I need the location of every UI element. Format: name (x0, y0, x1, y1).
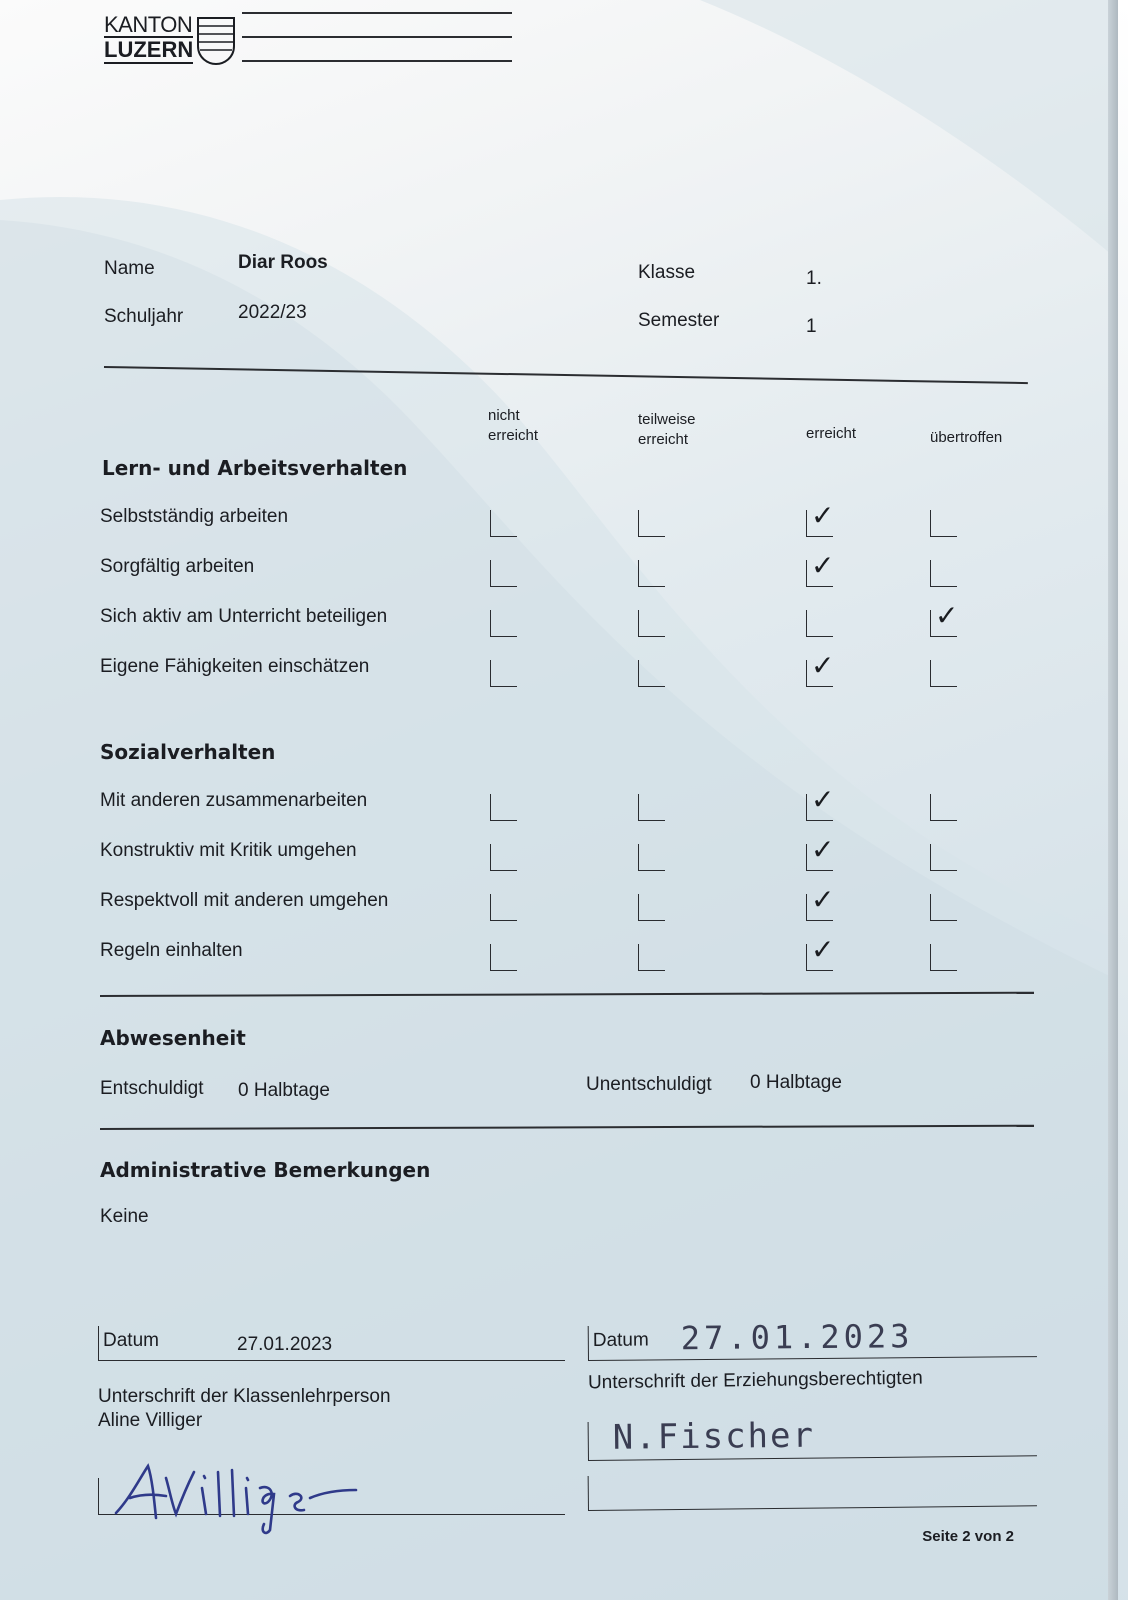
header-line (242, 36, 512, 38)
rating-checkbox[interactable] (638, 894, 665, 921)
rating-checkbox[interactable] (930, 894, 957, 921)
rating-checkbox[interactable] (930, 794, 957, 821)
rating-checkbox[interactable] (806, 784, 835, 821)
rating-checkbox[interactable] (930, 844, 957, 871)
checkmark-icon: ✓ (811, 650, 835, 681)
rating-checkbox[interactable] (930, 944, 957, 971)
checkmark-icon: ✓ (935, 600, 959, 631)
criterion-label: Sorgfältig arbeiten (100, 556, 255, 577)
rating-checkbox[interactable] (806, 834, 835, 871)
criterion-label: Eigene Fähigkeiten einschätzen (100, 656, 370, 677)
parent-date-label: Datum (592, 1329, 649, 1351)
unexcused-label: Unentschuldigt (586, 1074, 712, 1095)
rating-checkbox[interactable] (638, 660, 665, 687)
checkmark-icon: ✓ (811, 834, 835, 865)
rating-checkbox[interactable] (490, 560, 517, 587)
criterion-label: Sich aktiv am Unterricht beteiligen (100, 606, 388, 627)
excused-label: Entschuldigt (100, 1078, 204, 1099)
teacher-name: Aline Villiger (98, 1410, 203, 1431)
rating-checkbox[interactable] (490, 794, 517, 821)
shield-icon (196, 16, 236, 66)
absence-title: Abwesenheit (100, 1026, 246, 1050)
column-header-achieved: erreicht (806, 425, 857, 442)
parent-signature-line (588, 1417, 1037, 1461)
rating-checkbox[interactable] (490, 510, 517, 537)
class-value: 1. (806, 268, 822, 289)
remarks-text: Keine (100, 1206, 149, 1227)
rating-checkbox[interactable] (806, 500, 835, 537)
rating-checkbox[interactable] (638, 560, 665, 587)
rating-checkbox[interactable] (638, 510, 665, 537)
criterion-label: Selbstständig arbeiten (100, 506, 289, 527)
checkmark-icon: ✓ (811, 934, 835, 965)
rating-checkbox[interactable] (806, 884, 835, 921)
rating-checkbox[interactable] (638, 944, 665, 971)
parent-second-signature-line (588, 1471, 1037, 1511)
page-edge (1108, 0, 1118, 1600)
name-value: Diar Roos (238, 252, 328, 273)
column-header-exceeded: übertroffen (930, 429, 1003, 446)
kanton-luzern-logo (104, 14, 193, 64)
criterion-label: Regeln einhalten (100, 940, 243, 961)
name-label: Name (104, 258, 155, 279)
rating-checkbox[interactable] (638, 844, 665, 871)
class-label: Klasse (638, 262, 696, 283)
rating-checkbox[interactable] (638, 794, 665, 821)
rating-checkbox[interactable] (806, 934, 835, 971)
section-title-social: Sozialverhalten (100, 740, 276, 764)
semester-value: 1 (806, 316, 817, 337)
parent-signature: N.Fischer (612, 1415, 816, 1458)
parent-date-field (588, 1317, 1037, 1361)
criterion-label: Mit anderen zusammenarbeiten (100, 790, 368, 811)
checkmark-icon: ✓ (811, 550, 835, 581)
checkmark-icon: ✓ (811, 884, 835, 915)
teacher-signature (110, 1458, 370, 1538)
rating-checkbox[interactable] (930, 600, 959, 637)
rating-checkbox[interactable] (490, 894, 517, 921)
teacher-date-label: Datum (103, 1330, 159, 1351)
rating-checkbox[interactable] (490, 610, 517, 637)
school-year-label: Schuljahr (104, 306, 184, 327)
teacher-signature-caption: Unterschrift der Klassenlehrperson (98, 1386, 391, 1407)
teacher-date-value: 27.01.2023 (237, 1334, 333, 1355)
column-header-partially-achieved: teilweise erreicht (638, 411, 696, 448)
rating-checkbox[interactable] (930, 510, 957, 537)
remarks-title: Administrative Bemerkungen (100, 1158, 431, 1182)
excused-value: 0 Halbtage (238, 1080, 330, 1101)
page-number: Seite 2 von 2 (922, 1528, 1014, 1545)
parent-date-handwritten: 27.01.2023 (680, 1317, 914, 1358)
parent-signature-caption: Unterschrift der Erziehungsberechtigten (587, 1367, 923, 1394)
rating-checkbox[interactable] (490, 660, 517, 687)
rating-checkbox[interactable] (930, 660, 957, 687)
criterion-label: Konstruktiv mit Kritik umgehen (100, 840, 357, 861)
rating-checkbox[interactable] (806, 650, 835, 687)
logo-kanton-text: KANTON (104, 12, 193, 37)
semester-label: Semester (638, 310, 720, 331)
checkmark-icon: ✓ (811, 784, 835, 815)
criterion-label: Respektvoll mit anderen umgehen (100, 890, 389, 911)
rating-checkbox[interactable] (806, 610, 833, 637)
section-title-learning: Lern- und Arbeitsverhalten (102, 456, 408, 480)
rating-checkbox[interactable] (490, 844, 517, 871)
logo-luzern-text: LUZERN (104, 37, 194, 62)
unexcused-value: 0 Halbtage (750, 1072, 842, 1093)
checkmark-icon: ✓ (811, 500, 835, 531)
rating-checkbox[interactable] (638, 610, 665, 637)
header-line (242, 12, 512, 14)
rating-checkbox[interactable] (930, 560, 957, 587)
column-header-not-achieved: nicht erreicht (488, 407, 539, 444)
teacher-date-field (98, 1326, 565, 1361)
header-line (242, 60, 512, 62)
rating-checkbox[interactable] (806, 550, 835, 587)
rating-checkbox[interactable] (490, 944, 517, 971)
school-year-value: 2022/23 (238, 302, 307, 323)
